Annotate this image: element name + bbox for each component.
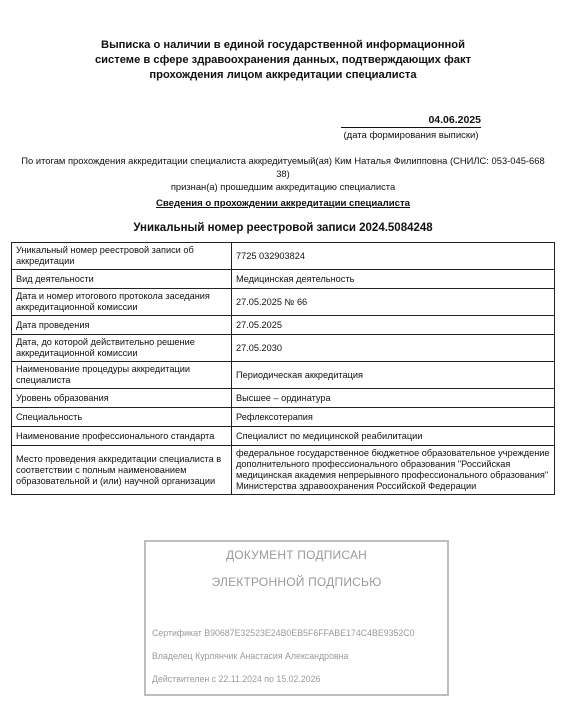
table-row [12,389,555,408]
formation-date-block [336,110,486,141]
row-label: Дата и номер итогового протокола заседания аккредитационной комиссии [12,289,232,316]
row-label: Уникальный номер реестровой записи об аккредитации [12,243,232,270]
stamp-owner: Владелец Курлянчик Анастасия Александровна [152,651,349,661]
row-value: 27.05.2030 [232,335,555,362]
title-line-3: прохождения лицом аккредитации специалиста [149,69,417,81]
title-line-2: системе в сфере здравоохранения данных, подтверждающих факт [94,54,472,66]
row-value: Медицинская деятельность [232,270,555,289]
row-value: 27.05.2025 [232,316,555,335]
title-line-1: Выписка о наличии в единой государственной информационной [101,39,465,51]
row-label: Наименование процедуры аккредитации специалиста [12,362,232,389]
table-row [12,427,555,446]
intro-line-2: признан(а) прошедшим аккредитацию специалиста [170,181,396,192]
row-label: Дата проведения [12,316,232,335]
row-label: Дата, до которой действительно решение аккредитационной комиссии [12,335,232,362]
row-value: Рефлексотерапия [232,408,555,427]
electronic-signature-stamp [144,540,449,696]
stamp-validity: Действителен с 22.11.2024 по 15.02.2026 [152,674,321,684]
row-label: Вид деятельности [12,270,232,289]
row-label: Наименование профессионального стандарта [12,427,232,446]
row-label: Место проведения аккредитации специалиста в соответствии с полным наименованием образовательной и (или) научной организации [12,446,232,495]
document-title [40,38,526,83]
intro-paragraph [20,154,546,193]
formation-date-note: (дата формирования выписки) [343,130,479,141]
table-row [12,270,555,289]
formation-date: 04.06.2025 [341,114,481,128]
row-value: 7725 032903824 [232,243,555,270]
stamp-title: ДОКУМЕНТ ПОДПИСАН [225,548,368,562]
section-title: Сведения о прохождении аккредитации специалиста [155,198,410,209]
table-row [12,289,555,316]
table-row [12,243,555,270]
stamp-certificate: Сертификат B90687E32523E24B0EB5F6FFABE174C4BE9352C0 [152,628,415,638]
table-row [12,446,555,495]
stamp-subtitle: ЭЛЕКТРОННОЙ ПОДПИСЬЮ [211,575,382,589]
accreditation-info-table [11,242,555,495]
row-label: Уровень образования [12,389,232,408]
table-row [12,362,555,389]
table-row [12,335,555,362]
row-value: 27.05.2025 № 66 [232,289,555,316]
row-value: федеральное государственное бюджетное образовательное учреждение дополнительного профессионального образования "Российская медицинская академия непрерывного профессионального образования" Министерства здравоохранения Российской Федерации [232,446,555,495]
row-value: Специалист по медицинской реабилитации [232,427,555,446]
intro-line-1: По итогам прохождения аккредитации специалиста аккредитуемый(ая) Ким Наталья Филипповна (СНИЛС: 053-045-668 38) [21,155,545,179]
row-value: Периодическая аккредитация [232,362,555,389]
row-value: Высшее – ординатура [232,389,555,408]
row-label: Специальность [12,408,232,427]
table-row [12,408,555,427]
registry-number-heading: Уникальный номер реестровой записи 2024.5084248 [133,222,433,234]
table-row [12,316,555,335]
